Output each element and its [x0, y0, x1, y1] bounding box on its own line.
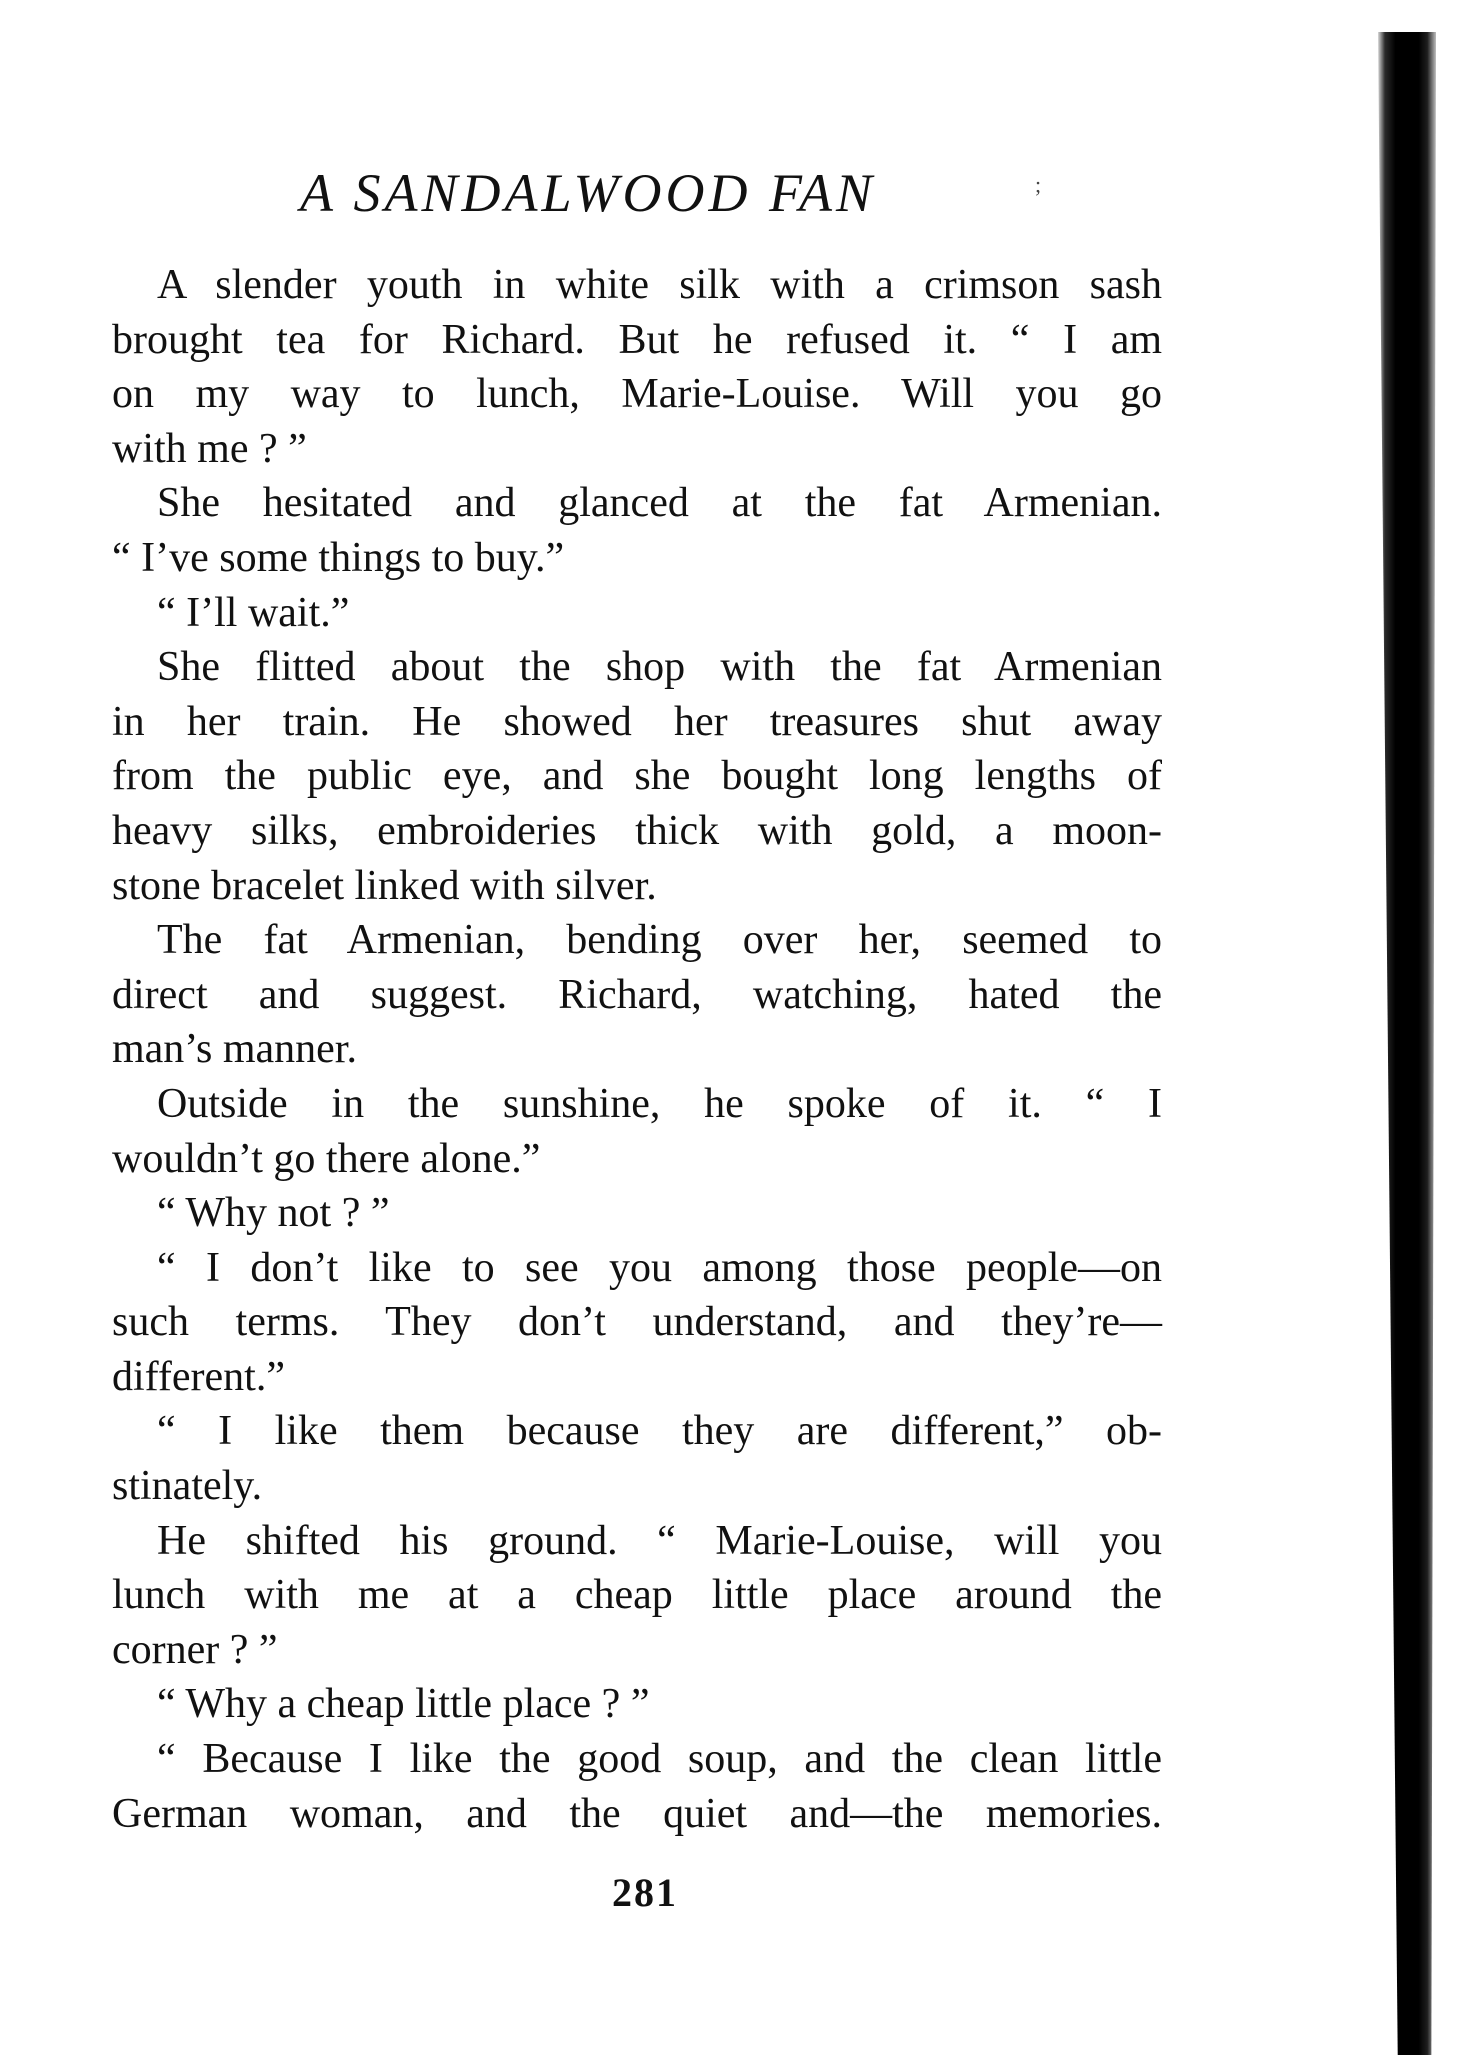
text-line: with me ? ”	[112, 425, 307, 472]
text-line: “ Because I like the good soup, and the clean little	[157, 1736, 1162, 1783]
text-line: “ Why a cheap little place ? ”	[157, 1681, 650, 1728]
running-title: A SANDALWOOD FAN	[300, 163, 877, 223]
text-line: Outside in the sunshine, he spoke of it. “ I	[157, 1080, 1162, 1127]
text-line: “ I like them because they are different,” ob-	[157, 1408, 1162, 1455]
page-number: 281	[612, 1870, 678, 1915]
text-line: corner ? ”	[112, 1626, 278, 1673]
body-text	[112, 258, 1162, 1841]
text-line: The fat Armenian, bending over her, seemed to	[157, 917, 1162, 964]
book-spine-shadow	[1378, 32, 1436, 2055]
text-line: direct and suggest. Richard, watching, hated the	[112, 971, 1162, 1018]
text-line: such terms. They don’t understand, and they’re—	[112, 1299, 1162, 1346]
text-line: “ I’ll wait.”	[157, 589, 350, 636]
text-line: stone bracelet linked with silver.	[112, 862, 657, 909]
text-line: “ Why not ? ”	[157, 1190, 390, 1237]
text-line: “ I’ve some things to buy.”	[112, 534, 565, 581]
text-line: She hesitated and glanced at the fat Armenian.	[157, 480, 1162, 527]
text-line: “ I don’t like to see you among those people—on	[157, 1244, 1162, 1291]
text-line: man’s manner.	[112, 1026, 357, 1073]
text-line: He shifted his ground. “ Marie-Louise, will you	[157, 1517, 1162, 1564]
text-line: wouldn’t go there alone.”	[112, 1135, 541, 1182]
text-line: brought tea for Richard. But he refused it. “ I am	[112, 316, 1162, 363]
text-line: in her train. He showed her treasures shut away	[112, 698, 1162, 745]
text-line: different.”	[112, 1353, 285, 1400]
text-line: German woman, and the quiet and—the memories.	[112, 1790, 1162, 1837]
text-line: A slender youth in white silk with a crimson sash	[157, 262, 1162, 308]
text-line: stinately.	[112, 1463, 263, 1510]
text-line: She flitted about the shop with the fat Armenian	[157, 644, 1162, 691]
text-line: from the public eye, and she bought long lengths of	[112, 753, 1162, 800]
text-line: heavy silks, embroideries thick with gold, a moon-	[112, 807, 1162, 854]
print-speck: ;	[1035, 172, 1042, 197]
text-line: lunch with me at a cheap little place around the	[112, 1572, 1162, 1619]
text-line: on my way to lunch, Marie-Louise. Will you go	[112, 371, 1162, 418]
